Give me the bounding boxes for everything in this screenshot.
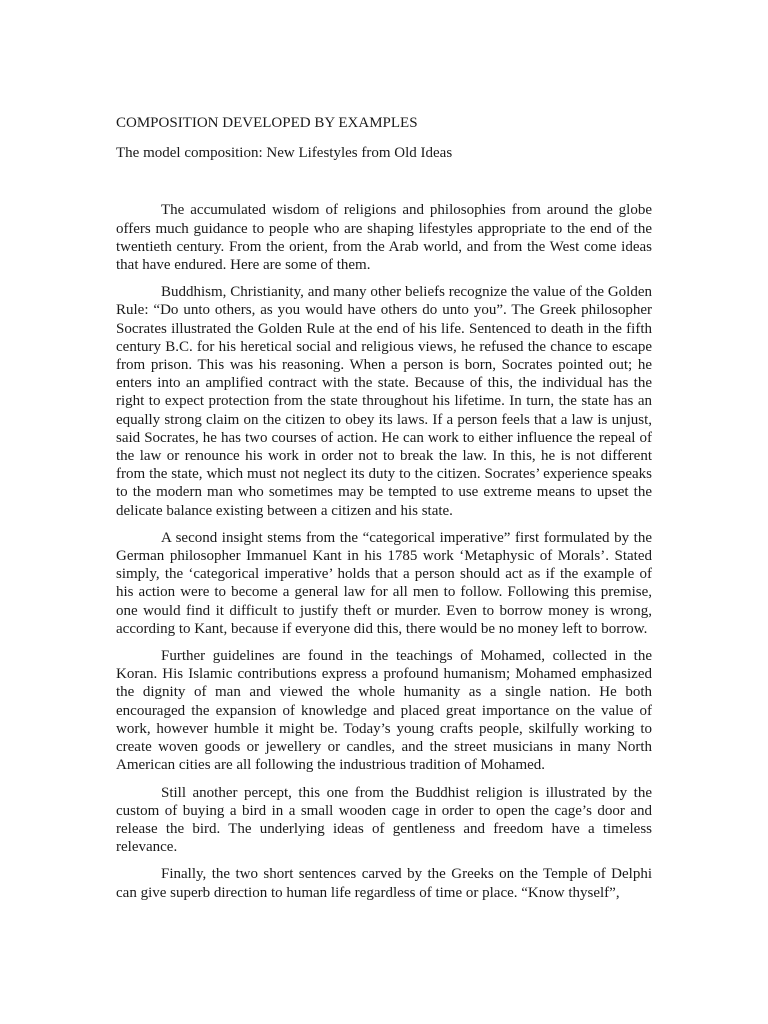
paragraph-delphi: Finally, the two short sentences carved by the Greeks on the Temple of Delphi can give superb direction to human life regardless of time or place. “Know thyself”,: [116, 866, 652, 901]
paragraph-buddhist: Still another percept, this one from the Buddhist religion is illustrated by the custom of buying a bird in a small wooden cage in order to open the cage’s door and release the bird. The underlying ideas of gentleness and freedom have a timeless relevance.: [116, 784, 652, 856]
document-subheading: The model composition: New Lifestyles from Old Ideas: [116, 145, 453, 162]
document-heading: COMPOSITION DEVELOPED BY EXAMPLES: [116, 115, 418, 131]
paragraph-intro: The accumulated wisdom of religions and philosophies from around the globe offers much guidance to people who are shaping lifestyles appropriate to the end of the twentieth century. From the orient, from the Arab world, and from the West come ideas that have endured. Here are some of them.: [116, 202, 652, 274]
paragraph-kant: A second insight stems from the “categorical imperative” first formulated by the German philosopher Immanuel Kant in his 1785 work ‘Metaphysic of Morals’. Stated simply, the ‘categorical imperative’ holds that a person should act as if the example of his action were to become a general law for all men to follow. Following this premise, one would find it difficult to justify theft or murder. Even to borrow money is wrong, according to Kant, because if everyone did this, there would be no money left to borrow.: [116, 529, 652, 637]
paragraph-mohamed: Further guidelines are found in the teachings of Mohamed, collected in the Koran. His Islamic contributions express a profound humanism; Mohamed emphasized the dignity of man and viewed the whole humanity as a single nation. He both encouraged the expansion of knowledge and placed great importance on the value of work, however humble it might be. Today’s young crafts people, skilfully working to create woven goods or jewellery or candles, and the street musicians in many North American cities are all following the industrious tradition of Mohamed.: [116, 648, 652, 774]
paragraph-golden-rule: Buddhism, Christianity, and many other beliefs recognize the value of the Golden Rule: “Do unto others, as you would have others do unto you”. The Greek philosopher Socrates illustrated the Golden Rule at the end of his life. Sentenced to death in the fifth century B.C. for his heretical social and religious views, he refused the chance to escape from prison. This was his reasoning. When a person is born, Socrates pointed out; he enters into an amplified contract with the state. Because of this, the individual has the right to expect protection from the state throughout his lifetime. In turn, the state has an equally strong claim on the citizen to obey its laws. If a person feels that a law is unjust, said Socrates, he has two courses of action. He can work to either influence the repeal of the law or renounce his work in order not to break the law. In this, he is not different from the state, which must not neglect its duty to the citizen. Socrates’ experience speaks to the modern man who sometimes may be tempted to use extreme means to upset the delicate balance existing between a citizen and his state.: [116, 284, 652, 519]
document-body: [116, 114, 652, 911]
